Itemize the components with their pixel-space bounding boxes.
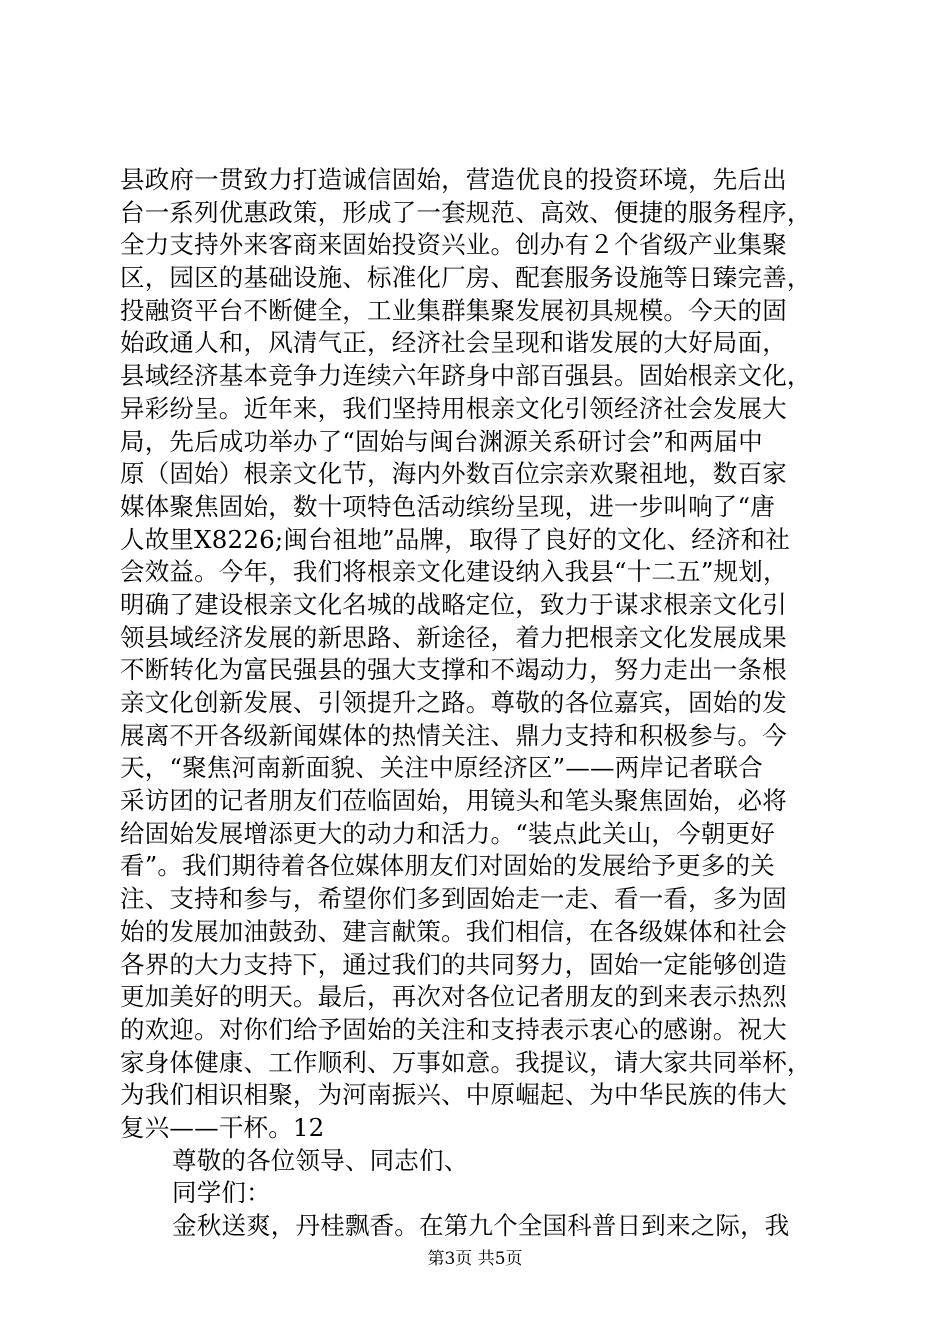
text-line: 展离不开各级新闻媒体的热情关注、鼎力支持和积极参与。今 [120,720,787,750]
text-line: 原（固始）根亲文化节，海内外数百位宗亲欢聚祖地，数百家 [120,459,787,489]
text-line: 天，“聚焦河南新面貌、关注中原经济区”——两岸记者联合 [120,753,763,783]
salutation-line: 同学们： [172,1178,271,1208]
text-line: 媒体聚焦固始，数十项特色活动缤纷呈现，进一步叫响了“唐 [120,491,775,521]
text-line: 为我们相识相聚，为河南振兴、中原崛起、为中华民族的伟大 [120,1080,787,1110]
page-footer [0,1247,950,1271]
text-line: 给固始发展增添更大的动力和活力。“装点此关山，今朝更好 [120,818,775,848]
page-number-label: 第3页 共5页 [427,1249,523,1269]
text-line: 始政通人和，风清气正，经济社会呈现和谐发展的大好局面， [120,328,787,358]
text-line: 采访团的记者朋友们莅临固始，用镜头和笔头聚焦固始，必将 [120,786,787,816]
text-line: 的欢迎。对你们给予固始的关注和支持表示衷心的感谢。祝大 [120,1014,787,1044]
text-line: 会效益。今年，我们将根亲文化建设纳入我县“十二五”规划， [120,557,788,587]
text-line: 县域经济基本竞争力连续六年跻身中部百强县。固始根亲文化， [120,361,812,391]
text-line: 各界的大力支持下，通过我们的共同努力，固始一定能够创造 [120,949,787,979]
text-line: 异彩纷呈。近年来，我们坚持用根亲文化引领经济社会发展大 [120,393,787,423]
text-line: 人故里X8226;闽台祖地”品牌，取得了良好的文化、经济和社 [120,524,791,554]
salutation-line: 尊敬的各位领导、同志们、 [172,1145,469,1175]
text-line: 明确了建设根亲文化名城的战略定位，致力于谋求根亲文化引 [120,589,787,619]
body-text [120,164,840,1243]
opening-line: 金秋送爽，丹桂飘香。在第九个全国科普日到来之际，我 [172,1211,790,1240]
text-line: 全力支持外来客商来固始投资兴业。创办有２个省级产业集聚 [120,230,787,260]
text-line: 不断转化为富民强县的强大支撑和不竭动力，努力走出一条根 [120,655,787,685]
text-line: 更加美好的明天。最后，再次对各位记者朋友的到来表示热烈 [120,982,787,1012]
text-line: 县政府一贯致力打造诚信固始，营造优良的投资环境，先后出 [120,165,787,194]
text-line: 投融资平台不断健全，工业集群集聚发展初具规模。今天的固 [120,295,787,325]
text-line: 看”。我们期待着各位媒体朋友们对固始的发展给予更多的关 [120,851,775,881]
text-line: 区，园区的基础设施、标准化厂房、配套服务设施等日臻完善， [120,263,812,293]
text-line: 家身体健康、工作顺利、万事如意。我提议，请大家共同举杯， [120,1047,812,1077]
text-line: 复兴——干杯。12 [120,1112,325,1142]
text-line: 台一系列优惠政策，形成了一套规范、高效、便捷的服务程序， [120,197,812,227]
text-line: 亲文化创新发展、引领提升之路。尊敬的各位嘉宾，固始的发 [120,688,787,717]
text-line: 局，先后成功举办了“固始与闽台渊源关系研讨会”和两届中 [120,426,763,456]
text-line: 始的发展加油鼓劲、建言献策。我们相信，在各级媒体和社会 [120,916,787,946]
text-line: 领县域经济发展的新思路、新途径，着力把根亲文化发展成果 [120,622,787,652]
text-line: 注、支持和参与，希望你们多到固始走一走、看一看，多为固 [120,884,787,914]
